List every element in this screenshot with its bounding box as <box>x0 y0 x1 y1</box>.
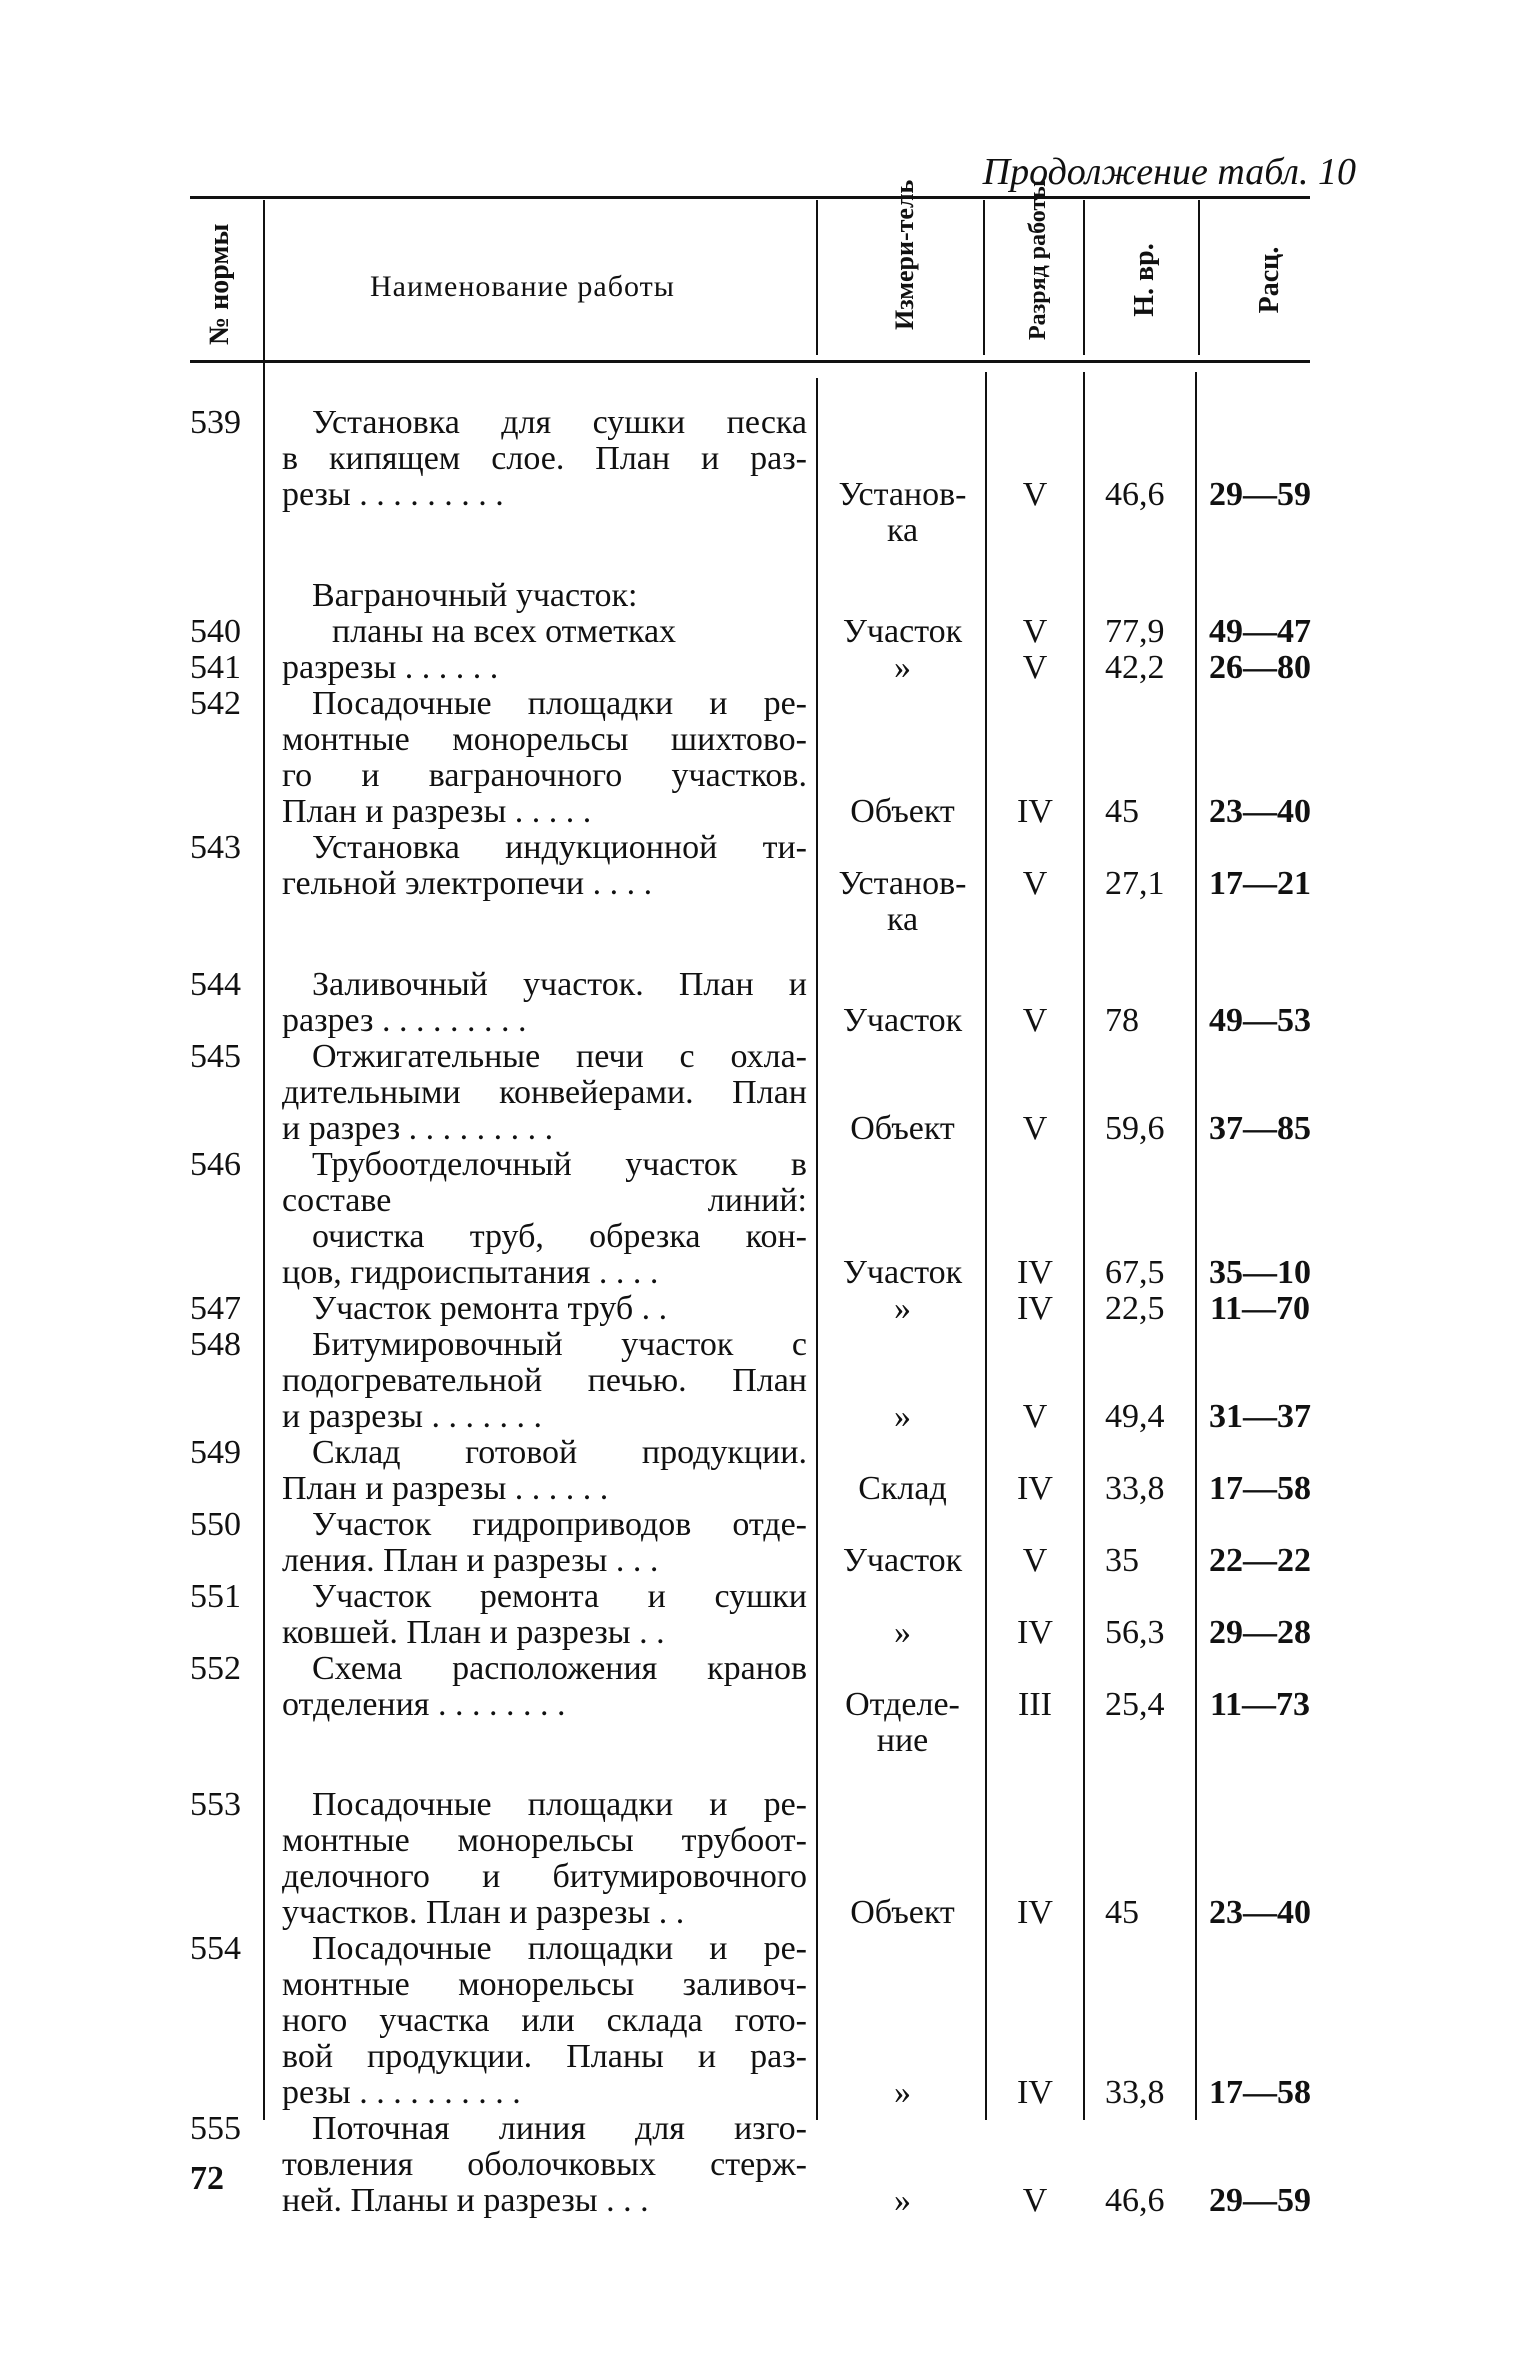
description-line: Посадочные площадки и ре- <box>312 1931 807 1968</box>
header-rate: Расц. <box>1254 246 1285 314</box>
row-rate: 26—80 <box>1209 648 1311 686</box>
column-rule <box>1083 200 1085 355</box>
row-hours: 45 <box>1105 1894 1139 1932</box>
row-hours: 56,3 <box>1105 1613 1165 1651</box>
row-number: 546 <box>190 1145 241 1183</box>
row-unit: Установ- <box>838 476 967 513</box>
row-hours: 42,2 <box>1105 648 1165 686</box>
description-line: планы на всех отметках <box>332 613 677 650</box>
row-unit: Участок <box>842 1001 963 1039</box>
row-hours: 46,6 <box>1105 476 1165 513</box>
description-line: участков. План и разрезы . . <box>282 1895 685 1932</box>
row-grade: V <box>1022 2182 1048 2220</box>
row-rate: 17—58 <box>1209 2074 1311 2112</box>
row-unit: » <box>894 1289 911 1327</box>
row-unit: ка <box>886 512 919 549</box>
row-description <box>282 1931 807 2111</box>
row-rate: 17—21 <box>1209 864 1311 902</box>
column-rule <box>983 200 985 355</box>
description-line: резы . . . . . . . . . <box>282 477 504 513</box>
row-unit: Объект <box>850 792 955 830</box>
row-hours: 33,8 <box>1105 2074 1165 2112</box>
row-rate: 23—40 <box>1209 1894 1311 1932</box>
row-number: 542 <box>190 684 241 722</box>
row-hours: 59,6 <box>1105 1109 1165 1147</box>
row-rate: 31—37 <box>1209 1397 1311 1435</box>
row-grade: V <box>1022 612 1048 650</box>
row-grade: V <box>1022 648 1048 686</box>
row-unit: Склад <box>858 1469 947 1507</box>
column-rule <box>263 200 265 2120</box>
row-hours: 46,6 <box>1105 2182 1165 2220</box>
row-number: 541 <box>190 648 241 686</box>
row-description <box>282 967 807 1039</box>
row-number: 543 <box>190 828 241 866</box>
row-rate: 17—58 <box>1209 1469 1311 1507</box>
row-grade: IV <box>1017 1894 1053 1932</box>
row-number: 552 <box>190 1649 241 1687</box>
column-rule <box>1198 200 1200 355</box>
table-caption: Продолжение табл. 10 <box>982 151 1356 193</box>
row-grade: V <box>1022 1109 1048 1147</box>
row-rate: 29—59 <box>1209 2182 1311 2220</box>
row-hours: 25,4 <box>1105 1685 1165 1723</box>
row-description <box>282 405 807 513</box>
row-unit: ние <box>876 1721 929 1759</box>
row-rate: 49—53 <box>1209 1001 1311 1039</box>
description-line: Вагранoчный участок: <box>312 577 638 614</box>
row-hours: 77,9 <box>1105 612 1165 650</box>
row-unit: » <box>894 1613 911 1651</box>
column-rule <box>1195 372 1197 2120</box>
row-number: 545 <box>190 1037 241 1075</box>
description-line: Установка для сушки песка <box>312 405 807 441</box>
row-number: 550 <box>190 1505 241 1543</box>
description-line: вой продукции. Планы и раз- <box>282 2039 807 2076</box>
row-unit: Отделе- <box>845 1685 960 1723</box>
row-description <box>282 1651 807 1723</box>
description-line: Отжигательные печи с охла- <box>312 1038 807 1075</box>
column-rule <box>816 200 818 355</box>
description-line: ней. Планы и разрезы . . . <box>282 2183 649 2220</box>
description-line: Трубоотделочный участок в <box>312 1146 807 1183</box>
description-line: отделения . . . . . . . . <box>282 1686 566 1723</box>
row-description <box>282 614 807 650</box>
row-number: 540 <box>190 612 241 650</box>
description-line: Заливочный участок. План и <box>312 966 807 1003</box>
header-hours: Н. вр. <box>1129 243 1160 317</box>
row-grade: V <box>1022 1001 1048 1039</box>
row-grade: IV <box>1017 1613 1053 1651</box>
row-grade: IV <box>1017 1289 1053 1327</box>
description-line: ления. План и разрезы . . . <box>282 1542 659 1579</box>
table-header-rule <box>190 360 1310 363</box>
row-number: 549 <box>190 1433 241 1471</box>
description-line: Поточная линия для изго- <box>312 2111 807 2148</box>
row-description <box>282 1787 807 1931</box>
row-unit: Участок <box>842 1541 963 1579</box>
row-number: 553 <box>190 1786 241 1824</box>
description-line: Склад готовой продукции. <box>312 1434 807 1471</box>
row-grade: V <box>1022 864 1048 902</box>
row-description <box>282 1039 807 1147</box>
row-grade: IV <box>1017 792 1053 830</box>
description-line: ковшей. План и разрезы . . <box>282 1614 665 1651</box>
row-description <box>282 578 807 614</box>
row-description <box>282 1579 807 1651</box>
description-line: делочного и битумировочного <box>282 1859 807 1896</box>
header-name: Наименование работы <box>370 270 675 303</box>
row-rate: 29—28 <box>1209 1613 1311 1651</box>
row-hours: 33,8 <box>1105 1469 1165 1507</box>
row-grade: V <box>1022 1397 1048 1435</box>
row-hours: 67,5 <box>1105 1253 1165 1291</box>
description-line: гельной электропечи . . . . <box>282 865 653 902</box>
row-rate: 11—73 <box>1209 1685 1311 1723</box>
description-line: составе линий: <box>282 1182 807 1219</box>
description-line: План и разрезы . . . . . . <box>282 1470 609 1507</box>
description-line: монтные монорельсы заливоч- <box>282 1967 807 2004</box>
row-unit: Объект <box>850 1894 955 1932</box>
header-unit: Измери-тель <box>890 179 919 330</box>
description-line: цов, гидроиспытания . . . . <box>282 1254 659 1291</box>
row-unit: Установ- <box>838 864 967 902</box>
header-num: № нормы <box>204 223 235 345</box>
row-unit: Участок <box>842 612 963 650</box>
row-rate: 37—85 <box>1209 1109 1311 1147</box>
row-hours: 35 <box>1105 1541 1139 1579</box>
description-line: Участок ремонта и сушки <box>312 1578 807 1615</box>
row-description <box>282 650 807 686</box>
row-number: 548 <box>190 1325 241 1363</box>
row-description <box>282 1327 807 1435</box>
description-line: очистка труб, обрезка кон- <box>312 1218 807 1255</box>
row-grade: IV <box>1017 1469 1053 1507</box>
description-line: и разрезы . . . . . . . <box>282 1398 542 1435</box>
table-top-rule <box>190 196 1310 199</box>
row-rate: 11—70 <box>1209 1289 1311 1327</box>
row-grade: IV <box>1017 1253 1053 1291</box>
row-number: 555 <box>190 2110 241 2148</box>
row-rate: 35—10 <box>1209 1253 1311 1291</box>
row-description <box>282 830 807 902</box>
description-line: дительными конвейерами. План <box>282 1074 807 1111</box>
description-line: монтные монорельсы трубоот- <box>282 1823 807 1860</box>
row-description <box>282 2111 807 2219</box>
row-unit: » <box>894 1397 911 1435</box>
description-line: Схема расположения кранов <box>312 1650 807 1687</box>
description-line: подогревательной печью. План <box>282 1362 807 1399</box>
row-unit: » <box>894 2182 911 2220</box>
row-description <box>282 1435 807 1507</box>
row-grade: III <box>1018 1685 1052 1723</box>
row-number: 544 <box>190 965 241 1003</box>
row-hours: 27,1 <box>1105 864 1165 902</box>
header-grade: Разряд работы <box>1025 179 1051 340</box>
description-line: разрезы . . . . . . <box>282 649 499 686</box>
description-line: Участок гидроприводов отде- <box>312 1506 807 1543</box>
row-unit: » <box>894 2074 911 2112</box>
column-rule <box>816 378 818 2120</box>
row-description <box>282 686 807 830</box>
row-unit: ка <box>886 900 919 938</box>
row-rate: 49—47 <box>1209 612 1311 650</box>
page-number: 72 <box>190 2160 224 2197</box>
row-unit: Участок <box>842 1253 963 1291</box>
row-number: 554 <box>190 1930 241 1968</box>
description-line: ного участка или склада гото- <box>282 2003 807 2040</box>
row-number: 551 <box>190 1577 241 1615</box>
row-rate: 22—22 <box>1209 1541 1311 1579</box>
description-line: Участок ремонта труб . . <box>312 1290 668 1327</box>
description-line: го и ваграночного участков. <box>282 757 807 794</box>
description-line: в кипящем слое. План и раз- <box>282 441 807 477</box>
row-rate: 23—40 <box>1209 792 1311 830</box>
row-hours: 45 <box>1105 792 1139 830</box>
description-line: и разрез . . . . . . . . . <box>282 1110 554 1147</box>
row-description <box>282 1147 807 1291</box>
description-line: Посадочные площадки и ре- <box>312 1787 807 1824</box>
description-line: товления оболочковых стерж- <box>282 2147 807 2184</box>
description-line: монтные монорельсы шихтово- <box>282 721 807 758</box>
row-grade: V <box>1022 1541 1048 1579</box>
row-number: 539 <box>190 404 241 441</box>
row-unit: » <box>894 648 911 686</box>
row-number: 547 <box>190 1289 241 1327</box>
description-line: Битумировочный участок с <box>312 1326 807 1363</box>
row-rate: 29—59 <box>1209 476 1311 513</box>
description-line: План и разрезы . . . . . <box>282 793 592 830</box>
description-line: резы . . . . . . . . . . <box>282 2075 521 2112</box>
row-description <box>282 1507 807 1579</box>
row-grade: IV <box>1017 2074 1053 2112</box>
description-line: разрез . . . . . . . . . <box>282 1002 527 1039</box>
description-line: Посадочные площадки и ре- <box>312 685 807 722</box>
row-hours: 78 <box>1105 1001 1139 1039</box>
row-unit: Объект <box>850 1109 955 1147</box>
row-grade: V <box>1022 476 1048 513</box>
row-hours: 22,5 <box>1105 1289 1165 1327</box>
row-description <box>282 1291 807 1327</box>
row-hours: 49,4 <box>1105 1397 1165 1435</box>
description-line: Установка индукционной ти- <box>312 829 807 866</box>
